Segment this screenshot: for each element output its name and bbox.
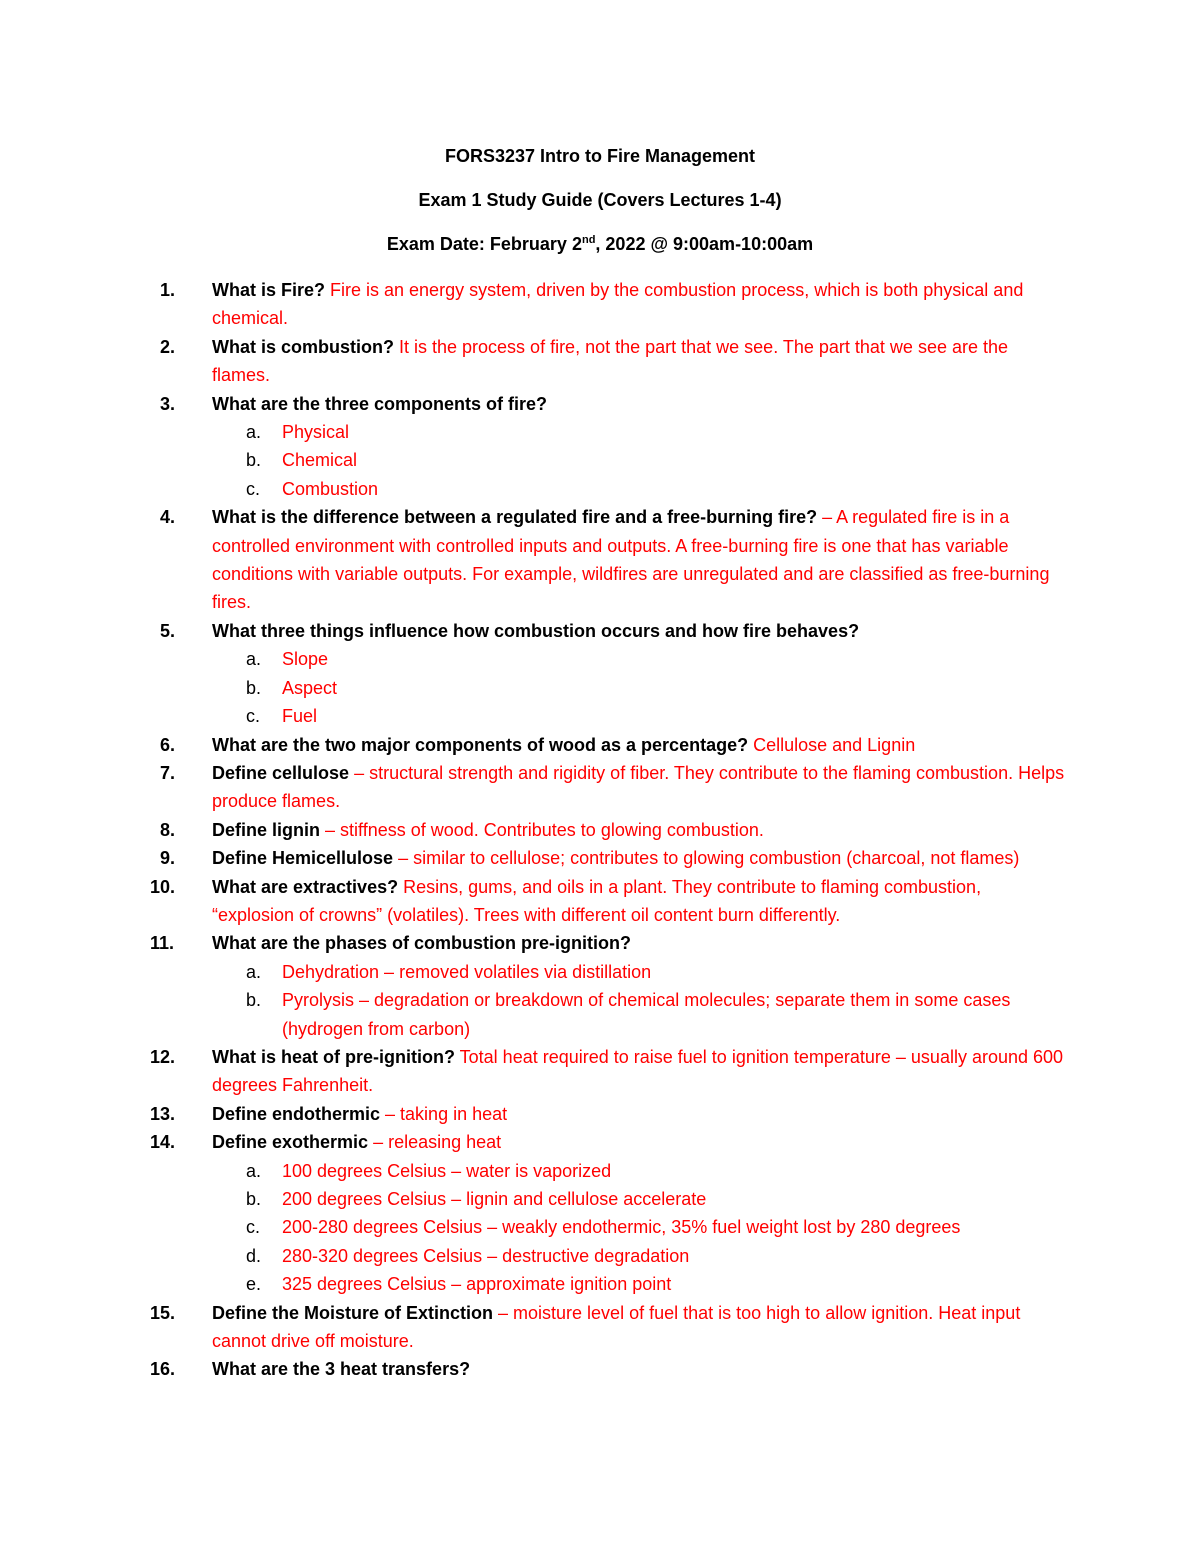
question-number: 9.	[160, 848, 176, 869]
sub-answer-text: 200-280 degrees Celsius – weakly endothermic, 35% fuel weight lost by 280 degrees	[282, 1217, 961, 1238]
answer-text: It is the process of fire, not the part that we see. The part that we see are the flames.	[212, 336, 1009, 386]
answer-text: Total heat required to raise fuel to ignition temperature – usually around 600 degrees Fahrenheit.	[212, 1046, 1064, 1096]
question-item	[0, 617, 1200, 645]
answer-text: – stiffness of wood. Contributes to glowing combustion.	[320, 819, 764, 840]
sub-answer-letter: b.	[246, 677, 262, 698]
sub-answer-item	[0, 1213, 1200, 1241]
sub-answer-text: 100 degrees Celsius – water is vaporized	[282, 1160, 612, 1181]
question-item	[0, 929, 1200, 957]
question-item	[0, 390, 1200, 418]
sub-answer-letter: b.	[246, 1189, 262, 1209]
answer-text: – similar to cellulose; contributes to glowing combustion (charcoal, not flames)	[393, 848, 1020, 869]
sub-answer-item	[0, 645, 1200, 673]
question-text: What is combustion?	[212, 336, 394, 357]
sub-answer-letter: e.	[246, 1274, 262, 1295]
sub-answer-item	[0, 674, 1200, 702]
question-number: 7.	[160, 762, 176, 783]
sub-answer-item	[0, 475, 1200, 503]
question-text: What is heat of pre-ignition?	[212, 1046, 455, 1067]
question-item	[0, 1100, 1200, 1128]
sub-answer-text: 325 degrees Celsius – approximate ignition point	[282, 1274, 672, 1295]
sub-answer-text: Slope	[282, 649, 329, 670]
sub-answer-item	[0, 1185, 1200, 1213]
study-guide-title: Exam 1 Study Guide (Covers Lectures 1-4)	[418, 190, 782, 210]
question-text: What is the difference between a regulated fire and a free-burning fire?	[212, 507, 818, 528]
sub-answer-item	[0, 702, 1200, 730]
question-text: What three things influence how combustion occurs and how fire behaves?	[212, 620, 860, 641]
question-item	[0, 1043, 1200, 1100]
question-number: 8.	[160, 819, 176, 840]
sub-answer-letter: a.	[246, 961, 262, 982]
answer-text: – moisture level of fuel that is too high to allow ignition. Heat input cannot drive off moisture.	[212, 1302, 1021, 1352]
question-item	[0, 333, 1200, 390]
sub-answer-text: Dehydration – removed volatiles via distillation	[282, 961, 652, 982]
sub-answer-letter: c.	[246, 1217, 261, 1238]
question-number: 11.	[150, 933, 175, 954]
question-number: 3.	[160, 393, 176, 414]
sub-answer-item	[0, 1242, 1200, 1270]
question-number: 4.	[160, 507, 176, 528]
sub-answer-text: Pyrolysis – degradation or breakdown of chemical molecules; separate them in some cases (hydrogen from carbon)	[282, 990, 1011, 1039]
question-text: Define cellulose	[212, 762, 350, 783]
question-text: What are the phases of combustion pre-ignition?	[212, 933, 632, 954]
sub-answer-text: 200 degrees Celsius – lignin and cellulose accelerate	[282, 1189, 707, 1209]
sub-answer-letter: d.	[246, 1245, 262, 1266]
question-item	[0, 731, 1200, 759]
question-item	[0, 503, 1200, 617]
answer-text: Resins, gums, and oils in a plant. They contribute to flaming combustion, “explosion of crowns” (volatiles). Trees with different oil content burn differently.	[212, 876, 982, 925]
question-number: 5.	[160, 620, 176, 641]
sub-answer-text: Fuel	[282, 706, 318, 727]
answer-text: – structural strength and rigidity of fiber. They contribute to the flaming combustion. Helps produce flames.	[212, 762, 1065, 812]
sub-answer-letter: b.	[246, 990, 262, 1011]
sub-answer-letter: a.	[246, 1160, 262, 1181]
sub-answer-text: Physical	[282, 422, 350, 443]
question-item	[0, 1355, 1200, 1383]
question-item	[0, 816, 1200, 844]
answer-text: Cellulose and Lignin	[748, 734, 916, 755]
answer-text: Fire is an energy system, driven by the combustion process, which is both physical and chemical.	[212, 280, 1024, 329]
exam-date	[0, 232, 1200, 256]
sub-answer-text: 280-320 degrees Celsius – destructive degradation	[282, 1245, 690, 1266]
question-number: 14.	[150, 1132, 176, 1153]
question-text: Define the Moisture of Extinction	[212, 1302, 494, 1323]
question-number: 1.	[160, 280, 176, 300]
course-title: FORS3237 Intro to Fire Management	[444, 146, 756, 166]
answer-text: – releasing heat	[368, 1132, 502, 1153]
sub-answer-item	[0, 986, 1200, 1043]
answer-text: – taking in heat	[380, 1103, 508, 1124]
question-list	[0, 276, 1200, 1384]
sub-answer-item	[0, 1157, 1200, 1185]
question-text: Define endothermic	[212, 1103, 381, 1124]
sub-answer-letter: a.	[246, 422, 262, 443]
sub-answer-text: Combustion	[282, 478, 379, 499]
question-item	[0, 759, 1200, 816]
exam-date-prefix: Exam Date: February 2	[386, 234, 582, 254]
question-number: 13.	[150, 1103, 176, 1124]
question-text: Define lignin	[212, 819, 320, 840]
question-number: 10.	[150, 876, 176, 897]
question-text: What are extractives?	[212, 876, 399, 897]
question-item	[0, 276, 1200, 333]
question-item	[0, 1128, 1200, 1156]
question-number: 16.	[150, 1359, 176, 1380]
sub-answer-letter: c.	[246, 478, 261, 499]
sub-answer-text: Aspect	[282, 677, 338, 698]
question-item	[0, 873, 1200, 930]
question-text: Define Hemicellulose	[212, 848, 394, 869]
question-text: Define exothermic	[212, 1132, 369, 1153]
question-text: What are the two major components of wood as a percentage?	[212, 734, 749, 755]
question-number: 12.	[150, 1046, 176, 1067]
sub-answer-letter: b.	[246, 450, 262, 471]
sub-answer-letter: c.	[246, 706, 261, 727]
question-item	[0, 1299, 1200, 1356]
exam-date-suffix: , 2022 @ 9:00am-10:00am	[595, 234, 814, 254]
sub-answer-item	[0, 418, 1200, 446]
question-number: 2.	[160, 336, 176, 357]
sub-answer-item	[0, 1270, 1200, 1298]
question-text: What are the three components of fire?	[212, 393, 548, 414]
sub-answer-item	[0, 958, 1200, 986]
sub-answer-letter: a.	[246, 649, 262, 670]
question-number: 6.	[160, 734, 176, 755]
sub-answer-item	[0, 446, 1200, 474]
question-item	[0, 844, 1200, 872]
question-text: What are the 3 heat transfers?	[212, 1359, 471, 1380]
answer-text: – A regulated fire is in a controlled environment with controlled inputs and outputs. A free-burning fire is one that has variable conditions with variable outputs. For example, wildfires are unregulated and are classified as free-burning fires.	[212, 507, 1050, 613]
sub-answer-text: Chemical	[282, 450, 358, 471]
question-number: 15.	[150, 1302, 176, 1323]
exam-date-ordinal: nd	[581, 234, 596, 246]
question-text: What is Fire?	[212, 280, 326, 300]
